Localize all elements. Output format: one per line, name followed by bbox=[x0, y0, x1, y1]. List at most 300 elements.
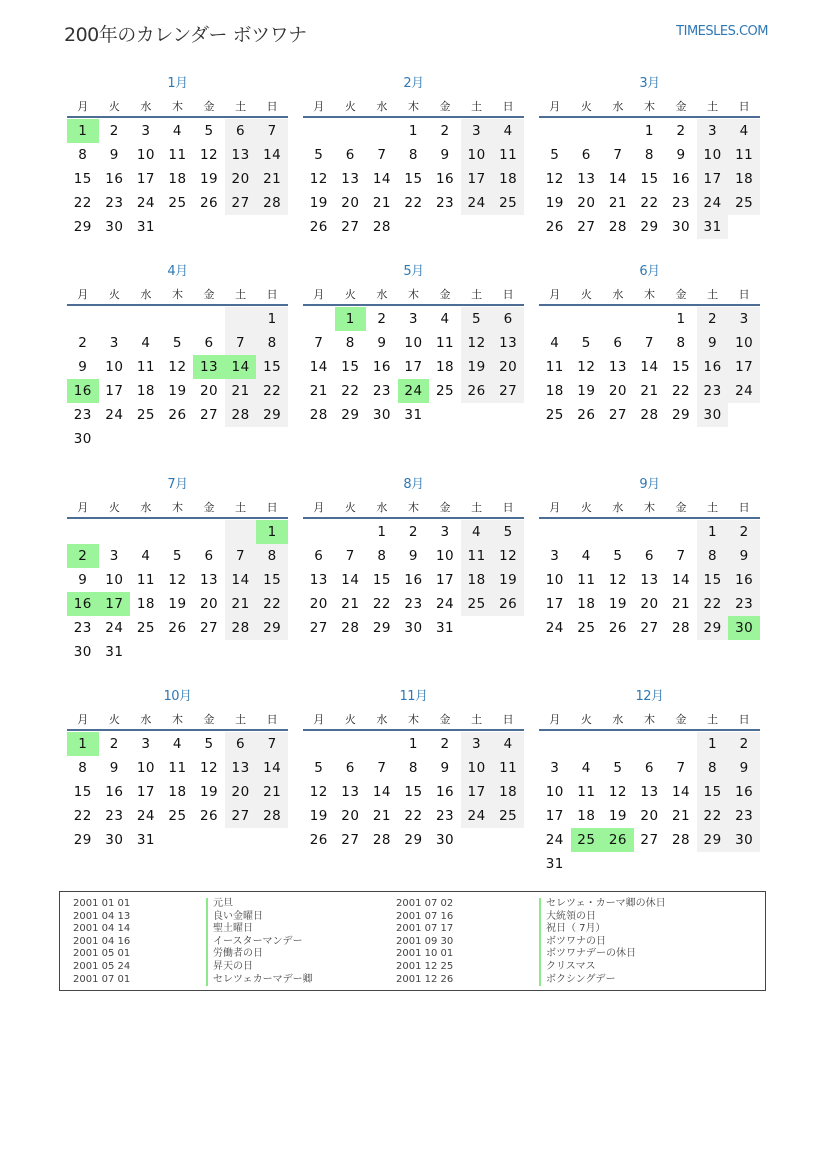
day-cell: 6 bbox=[345, 147, 355, 163]
day-cell: 12 bbox=[577, 359, 596, 375]
day-cell: 7 bbox=[314, 335, 324, 351]
day-cell: 23 bbox=[671, 195, 691, 211]
day-cell: 11 bbox=[136, 359, 155, 375]
empty-cell bbox=[571, 732, 603, 756]
day-cell: 9 bbox=[440, 760, 450, 776]
day-cell: 1 bbox=[697, 520, 729, 544]
weekday-label: 木 bbox=[171, 713, 183, 726]
day-cell: 25 bbox=[435, 383, 455, 399]
day-cell: 26 bbox=[461, 379, 493, 403]
day-cell: 5 bbox=[314, 147, 324, 163]
day-cell: 21 bbox=[256, 780, 288, 804]
day-cell: 12 bbox=[199, 760, 219, 776]
day-cell: 7 bbox=[256, 119, 288, 143]
month-name: 8月 bbox=[403, 477, 424, 492]
day-cell: 26 bbox=[492, 592, 524, 616]
day-cell: 18 bbox=[435, 359, 455, 375]
day-cell: 26 bbox=[168, 407, 187, 423]
day-cell: 15 bbox=[256, 355, 288, 379]
weekday-label: 土 bbox=[707, 288, 719, 301]
day-cell: 27 bbox=[492, 379, 524, 403]
day-cell: 22 bbox=[697, 804, 729, 828]
empty-cell bbox=[162, 520, 194, 544]
month-block bbox=[303, 260, 524, 427]
day-cell: 19 bbox=[199, 784, 219, 800]
weekday-header bbox=[67, 284, 288, 306]
day-cell: 14 bbox=[341, 572, 360, 588]
day-cell: 8 bbox=[78, 760, 88, 776]
day-cell: 24 bbox=[545, 832, 564, 848]
day-cell: 17 bbox=[136, 171, 155, 187]
day-cell: 21 bbox=[671, 808, 691, 824]
day-cell: 3 bbox=[408, 311, 419, 327]
month-block bbox=[67, 72, 288, 239]
day-cell: 28 bbox=[256, 804, 288, 828]
day-cell: 20 bbox=[199, 383, 219, 399]
day-cell: 26 bbox=[199, 195, 219, 211]
month-block bbox=[67, 685, 288, 852]
empty-cell bbox=[634, 732, 666, 756]
holiday-dates-col-1 bbox=[73, 898, 130, 986]
weekday-label: 金 bbox=[675, 713, 687, 726]
day-cell: 19 bbox=[492, 568, 524, 592]
month-name: 6月 bbox=[639, 264, 660, 279]
holiday-date: 2001 10 01 bbox=[396, 948, 454, 960]
day-cell: 9 bbox=[697, 331, 729, 355]
day-cell: 5 bbox=[613, 548, 623, 564]
day-cell: 28 bbox=[640, 407, 659, 423]
day-cell: 6 bbox=[345, 760, 355, 776]
day-cell: 16 bbox=[435, 171, 455, 187]
day-cell: 12 bbox=[492, 544, 524, 568]
month-block bbox=[539, 473, 760, 640]
month-days bbox=[67, 520, 288, 664]
day-cell: 23 bbox=[105, 808, 124, 824]
day-cell: 17 bbox=[697, 167, 729, 191]
day-cell: 28 bbox=[256, 191, 288, 215]
day-cell: 2 bbox=[697, 307, 729, 331]
weekday-label: 日 bbox=[738, 288, 750, 301]
day-cell: 8 bbox=[256, 544, 288, 568]
day-cell: 9 bbox=[109, 147, 119, 163]
day-cell: 3 bbox=[550, 760, 560, 776]
weekday-header bbox=[539, 96, 760, 118]
day-cell: 29 bbox=[697, 828, 729, 852]
weekday-label: 月 bbox=[77, 501, 89, 514]
day-cell: 11 bbox=[492, 143, 524, 167]
day-cell: 24 bbox=[461, 804, 493, 828]
day-cell: 25 bbox=[461, 592, 493, 616]
empty-cell bbox=[366, 119, 398, 143]
day-cell: 3 bbox=[109, 548, 119, 564]
weekday-label: 水 bbox=[612, 288, 624, 301]
day-cell: 6 bbox=[644, 760, 655, 776]
empty-cell bbox=[634, 520, 666, 544]
weekday-label: 月 bbox=[549, 501, 561, 514]
day-cell: 23 bbox=[73, 620, 92, 636]
day-cell: 26 bbox=[199, 808, 219, 824]
day-cell: 24 bbox=[105, 407, 124, 423]
day-cell: 21 bbox=[372, 808, 391, 824]
weekday-label: 火 bbox=[108, 713, 120, 726]
day-cell: 2 bbox=[78, 335, 88, 351]
day-cell: 28 bbox=[671, 620, 691, 636]
month-block bbox=[539, 260, 760, 427]
weekday-label: 水 bbox=[140, 288, 152, 301]
weekday-label: 金 bbox=[203, 100, 215, 113]
holiday-date: 2001 12 25 bbox=[396, 960, 454, 972]
weekday-label: 火 bbox=[580, 100, 592, 113]
month-days bbox=[539, 732, 760, 876]
month-days bbox=[67, 307, 288, 451]
day-cell: 1 bbox=[377, 524, 387, 540]
day-cell: 23 bbox=[404, 596, 423, 612]
day-cell: 21 bbox=[256, 167, 288, 191]
day-cell: 8 bbox=[408, 760, 419, 776]
day-cell: 14 bbox=[671, 572, 691, 588]
day-cell: 17 bbox=[545, 596, 564, 612]
day-cell: 24 bbox=[545, 620, 564, 636]
holiday-date: 2001 05 01 bbox=[73, 948, 131, 960]
holiday-name: 労働者の日 bbox=[206, 948, 313, 961]
weekday-label: 日 bbox=[738, 501, 750, 514]
day-cell: 22 bbox=[372, 596, 391, 612]
day-cell: 18 bbox=[492, 167, 524, 191]
day-cell: 18 bbox=[136, 383, 155, 399]
day-cell: 8 bbox=[697, 544, 729, 568]
day-cell: 11 bbox=[168, 760, 187, 776]
day-cell: 9 bbox=[728, 756, 760, 780]
day-cell: 2 bbox=[109, 123, 119, 139]
weekday-label: 金 bbox=[203, 713, 215, 726]
weekday-label: 金 bbox=[439, 501, 451, 514]
holiday-name: 昇天の日 bbox=[206, 961, 313, 974]
weekday-header bbox=[539, 497, 760, 519]
day-cell: 19 bbox=[309, 808, 328, 824]
day-cell: 23 bbox=[435, 808, 455, 824]
weekday-header bbox=[67, 497, 288, 519]
day-cell: 15 bbox=[341, 359, 360, 375]
day-cell: 30 bbox=[404, 620, 423, 636]
weekday-label: 月 bbox=[549, 288, 561, 301]
day-cell: 5 bbox=[550, 147, 560, 163]
weekday-label: 日 bbox=[738, 100, 750, 113]
day-cell: 25 bbox=[492, 191, 524, 215]
day-cell: 30 bbox=[671, 219, 691, 235]
weekday-label: 金 bbox=[439, 100, 451, 113]
day-cell: 20 bbox=[309, 596, 328, 612]
day-cell: 8 bbox=[697, 756, 729, 780]
day-cell: 8 bbox=[345, 335, 355, 351]
day-cell: 10 bbox=[545, 784, 564, 800]
day-cell: 22 bbox=[256, 592, 288, 616]
holiday-date: 2001 07 17 bbox=[396, 923, 454, 935]
empty-cell bbox=[67, 520, 99, 544]
day-cell: 31 bbox=[435, 620, 455, 636]
day-cell: 4 bbox=[550, 335, 560, 351]
day-cell: 27 bbox=[341, 219, 360, 235]
weekday-header bbox=[303, 284, 524, 306]
holiday-name: クリスマス bbox=[539, 961, 666, 974]
day-cell: 12 bbox=[545, 171, 564, 187]
empty-cell bbox=[571, 119, 603, 143]
weekday-label: 木 bbox=[643, 100, 655, 113]
day-cell: 3 bbox=[440, 524, 450, 540]
day-cell: 30 bbox=[73, 431, 92, 447]
day-cell: 20 bbox=[341, 808, 360, 824]
day-cell: 22 bbox=[73, 808, 92, 824]
day-cell: 5 bbox=[492, 520, 524, 544]
day-cell: 27 bbox=[608, 407, 627, 423]
weekday-label: 水 bbox=[376, 288, 388, 301]
day-cell: 12 bbox=[309, 784, 328, 800]
day-cell: 18 bbox=[545, 383, 564, 399]
day-cell: 18 bbox=[577, 596, 596, 612]
day-cell: 17 bbox=[404, 359, 423, 375]
weekday-label: 木 bbox=[171, 501, 183, 514]
weekday-label: 水 bbox=[376, 501, 388, 514]
holiday-date: 2001 04 13 bbox=[73, 910, 131, 922]
day-cell: 9 bbox=[78, 572, 88, 588]
day-cell: 17 bbox=[545, 808, 564, 824]
day-cell: 30 bbox=[435, 832, 455, 848]
month-block bbox=[67, 473, 288, 664]
day-cell: 21 bbox=[640, 383, 659, 399]
day-cell: 17 bbox=[435, 572, 455, 588]
day-cell: 30 bbox=[372, 407, 391, 423]
empty-cell bbox=[335, 119, 367, 143]
day-cell: 18 bbox=[136, 596, 155, 612]
day-cell: 23 bbox=[73, 407, 92, 423]
day-cell: 13 bbox=[225, 143, 257, 167]
day-cell: 12 bbox=[168, 572, 187, 588]
day-cell: 18 bbox=[168, 784, 187, 800]
month-name: 9月 bbox=[639, 477, 660, 492]
day-cell: 22 bbox=[404, 808, 423, 824]
day-cell: 22 bbox=[697, 592, 729, 616]
day-cell: 5 bbox=[172, 335, 183, 351]
page-title: 200年のカレンダー ボツワナ bbox=[64, 24, 307, 46]
weekday-label: 土 bbox=[471, 100, 483, 113]
weekday-label: 土 bbox=[707, 501, 719, 514]
day-cell: 13 bbox=[608, 359, 627, 375]
day-cell: 3 bbox=[461, 732, 493, 756]
day-cell: 28 bbox=[225, 403, 257, 427]
weekday-label: 月 bbox=[313, 100, 325, 113]
day-cell: 17 bbox=[728, 355, 760, 379]
day-cell: 30 bbox=[73, 644, 92, 660]
day-cell: 16 bbox=[435, 784, 455, 800]
day-cell: 2 bbox=[377, 311, 387, 327]
weekday-label: 日 bbox=[266, 713, 278, 726]
weekday-label: 土 bbox=[471, 288, 483, 301]
month-days bbox=[67, 119, 288, 239]
holiday-list bbox=[59, 891, 766, 991]
day-cell: 5 bbox=[461, 307, 493, 331]
day-cell: 18 bbox=[168, 171, 187, 187]
day-cell: 5 bbox=[172, 548, 183, 564]
day-cell: 13 bbox=[199, 572, 219, 588]
day-cell: 20 bbox=[199, 596, 219, 612]
day-cell: 13 bbox=[492, 331, 524, 355]
weekday-label: 金 bbox=[439, 288, 451, 301]
holiday-day-cell: 30 bbox=[728, 616, 760, 640]
day-cell: 29 bbox=[697, 616, 729, 640]
weekday-label: 土 bbox=[235, 100, 247, 113]
weekday-label: 金 bbox=[675, 288, 687, 301]
day-cell: 7 bbox=[676, 760, 686, 776]
day-cell: 23 bbox=[728, 804, 760, 828]
day-cell: 2 bbox=[728, 520, 760, 544]
month-block bbox=[303, 473, 524, 640]
day-cell: 3 bbox=[109, 335, 119, 351]
day-cell: 28 bbox=[309, 407, 328, 423]
empty-cell bbox=[539, 119, 571, 143]
day-cell: 25 bbox=[492, 804, 524, 828]
weekday-header bbox=[67, 96, 288, 118]
weekday-label: 日 bbox=[738, 713, 750, 726]
weekday-label: 月 bbox=[313, 713, 325, 726]
day-cell: 25 bbox=[136, 620, 155, 636]
day-cell: 10 bbox=[461, 756, 493, 780]
day-cell: 7 bbox=[256, 732, 288, 756]
holiday-day-cell: 14 bbox=[225, 355, 257, 379]
day-cell: 15 bbox=[640, 171, 659, 187]
day-cell: 29 bbox=[341, 407, 360, 423]
day-cell: 10 bbox=[136, 147, 155, 163]
day-cell: 14 bbox=[256, 756, 288, 780]
day-cell: 9 bbox=[440, 147, 450, 163]
day-cell: 6 bbox=[613, 335, 623, 351]
day-cell: 27 bbox=[225, 191, 257, 215]
weekday-label: 水 bbox=[612, 501, 624, 514]
month-name: 7月 bbox=[167, 477, 188, 492]
weekday-label: 木 bbox=[407, 501, 419, 514]
month-block bbox=[303, 685, 524, 852]
day-cell: 29 bbox=[372, 620, 391, 636]
month-name: 12月 bbox=[635, 689, 664, 704]
weekday-label: 火 bbox=[344, 288, 356, 301]
day-cell: 1 bbox=[256, 307, 288, 331]
day-cell: 6 bbox=[314, 548, 324, 564]
holiday-date: 2001 05 24 bbox=[73, 960, 131, 972]
holiday-day-cell: 25 bbox=[571, 828, 603, 852]
day-cell: 8 bbox=[256, 331, 288, 355]
day-cell: 4 bbox=[728, 119, 760, 143]
day-cell: 25 bbox=[168, 195, 187, 211]
day-cell: 31 bbox=[545, 856, 564, 872]
day-cell: 13 bbox=[640, 572, 659, 588]
holiday-day-cell: 2 bbox=[67, 544, 99, 568]
day-cell: 6 bbox=[204, 335, 214, 351]
day-cell: 19 bbox=[608, 596, 627, 612]
weekday-label: 月 bbox=[77, 100, 89, 113]
day-cell: 7 bbox=[613, 147, 623, 163]
day-cell: 27 bbox=[309, 620, 328, 636]
day-cell: 27 bbox=[199, 407, 219, 423]
day-cell: 13 bbox=[640, 784, 659, 800]
weekday-label: 月 bbox=[77, 713, 89, 726]
day-cell: 14 bbox=[225, 568, 257, 592]
weekday-label: 火 bbox=[580, 713, 592, 726]
day-cell: 16 bbox=[728, 780, 760, 804]
day-cell: 5 bbox=[613, 760, 623, 776]
empty-cell bbox=[303, 307, 335, 331]
holiday-day-cell: 16 bbox=[67, 592, 99, 616]
weekday-label: 日 bbox=[502, 713, 514, 726]
empty-cell bbox=[225, 520, 257, 544]
day-cell: 12 bbox=[608, 784, 627, 800]
day-cell: 8 bbox=[676, 335, 686, 351]
day-cell: 14 bbox=[256, 143, 288, 167]
holiday-day-cell: 13 bbox=[193, 355, 225, 379]
month-name: 11月 bbox=[399, 689, 428, 704]
holiday-date: 2001 01 01 bbox=[73, 898, 131, 909]
holiday-names-col-1 bbox=[206, 898, 313, 986]
empty-cell bbox=[99, 520, 131, 544]
day-cell: 3 bbox=[697, 119, 729, 143]
holiday-day-cell: 16 bbox=[67, 379, 99, 403]
day-cell: 31 bbox=[136, 832, 155, 848]
weekday-label: 日 bbox=[266, 100, 278, 113]
day-cell: 4 bbox=[581, 548, 591, 564]
day-cell: 11 bbox=[577, 784, 596, 800]
day-cell: 16 bbox=[671, 171, 691, 187]
day-cell: 8 bbox=[408, 147, 419, 163]
day-cell: 4 bbox=[581, 760, 591, 776]
weekday-label: 木 bbox=[643, 713, 655, 726]
site-name[interactable]: TIMESLES.COM bbox=[676, 24, 768, 39]
day-cell: 6 bbox=[492, 307, 524, 331]
weekday-header bbox=[303, 709, 524, 731]
holiday-day-cell: 26 bbox=[602, 828, 634, 852]
day-cell: 20 bbox=[577, 195, 596, 211]
empty-cell bbox=[193, 307, 225, 331]
weekday-label: 水 bbox=[376, 100, 388, 113]
day-cell: 4 bbox=[141, 335, 151, 351]
weekday-header bbox=[303, 96, 524, 118]
day-cell: 22 bbox=[341, 383, 360, 399]
empty-cell bbox=[602, 119, 634, 143]
day-cell: 16 bbox=[372, 359, 391, 375]
day-cell: 29 bbox=[640, 219, 659, 235]
day-cell: 18 bbox=[728, 167, 760, 191]
day-cell: 17 bbox=[461, 780, 493, 804]
empty-cell bbox=[225, 307, 257, 331]
empty-cell bbox=[571, 520, 603, 544]
weekday-label: 火 bbox=[108, 501, 120, 514]
day-cell: 1 bbox=[697, 732, 729, 756]
weekday-label: 土 bbox=[707, 713, 719, 726]
holiday-date: 2001 07 02 bbox=[396, 898, 454, 909]
day-cell: 11 bbox=[461, 544, 493, 568]
day-cell: 11 bbox=[435, 335, 455, 351]
day-cell: 28 bbox=[671, 832, 691, 848]
day-cell: 16 bbox=[404, 572, 423, 588]
day-cell: 8 bbox=[377, 548, 387, 564]
day-cell: 9 bbox=[408, 548, 419, 564]
day-cell: 7 bbox=[377, 760, 387, 776]
weekday-label: 日 bbox=[266, 288, 278, 301]
day-cell: 20 bbox=[640, 596, 659, 612]
day-cell: 20 bbox=[608, 383, 627, 399]
empty-cell bbox=[303, 732, 335, 756]
day-cell: 25 bbox=[136, 407, 155, 423]
month-name: 3月 bbox=[639, 76, 660, 91]
weekday-label: 木 bbox=[407, 100, 419, 113]
weekday-header bbox=[539, 284, 760, 306]
weekday-header bbox=[303, 497, 524, 519]
